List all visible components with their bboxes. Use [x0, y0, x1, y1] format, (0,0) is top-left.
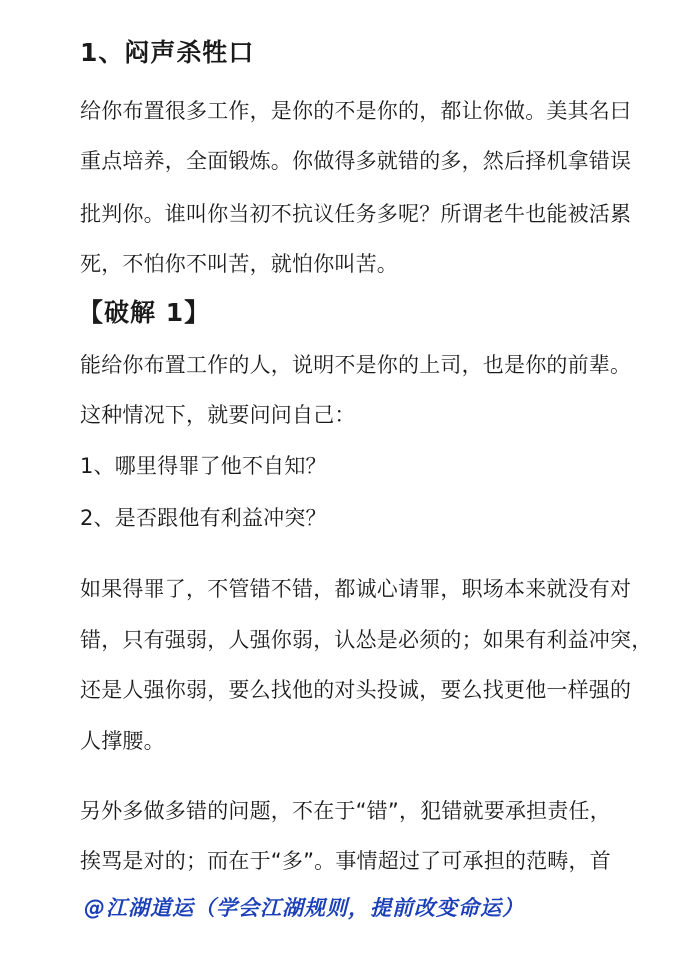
paragraph-line: 如果得罪了，不管错不错，都诚心请罪，职场本来就没有对: [80, 577, 632, 601]
paragraph-line: 还是人强你弱，要么找他的对头投诚，要么找更他一样强的: [80, 678, 632, 702]
watermark: @江湖道运（学会江湖规则，提前改变命运）: [84, 896, 524, 920]
paragraph-line: 批判你。谁叫你当初不抗议任务多呢？所谓老牛也能被活累: [80, 202, 632, 226]
paragraph-line: 给你布置很多工作，是你的不是你的，都让你做。美其名曰: [80, 99, 632, 123]
section-title: 1、闷声杀牲口: [80, 38, 255, 67]
paragraph-line: 重点培养，全面锻炼。你做得多就错的多，然后择机拿错误: [80, 149, 632, 173]
paragraph-line: 能给你布置工作的人，说明不是你的上司，也是你的前辈。: [80, 353, 632, 377]
question-item: 2、是否跟他有利益冲突？: [80, 506, 327, 530]
question-item: 1、哪里得罪了他不自知？: [80, 454, 327, 478]
paragraph-line: 人撑腰。: [80, 729, 165, 753]
paragraph-line: 死，不怕你不叫苦，就怕你叫苦。: [80, 252, 398, 276]
solution-title: 【破解 1】: [78, 298, 211, 327]
paragraph-line: 挨骂是对的；而在于“多”。事情超过了可承担的范畴，首: [80, 849, 611, 873]
paragraph-line: 这种情况下，就要问问自己：: [80, 403, 356, 427]
paragraph-line: 错，只有强弱，人强你弱，认怂是必须的；如果有利益冲突，: [80, 628, 653, 652]
paragraph-line: 另外多做多错的问题，不在于“错”，犯错就要承担责任，: [80, 799, 611, 823]
